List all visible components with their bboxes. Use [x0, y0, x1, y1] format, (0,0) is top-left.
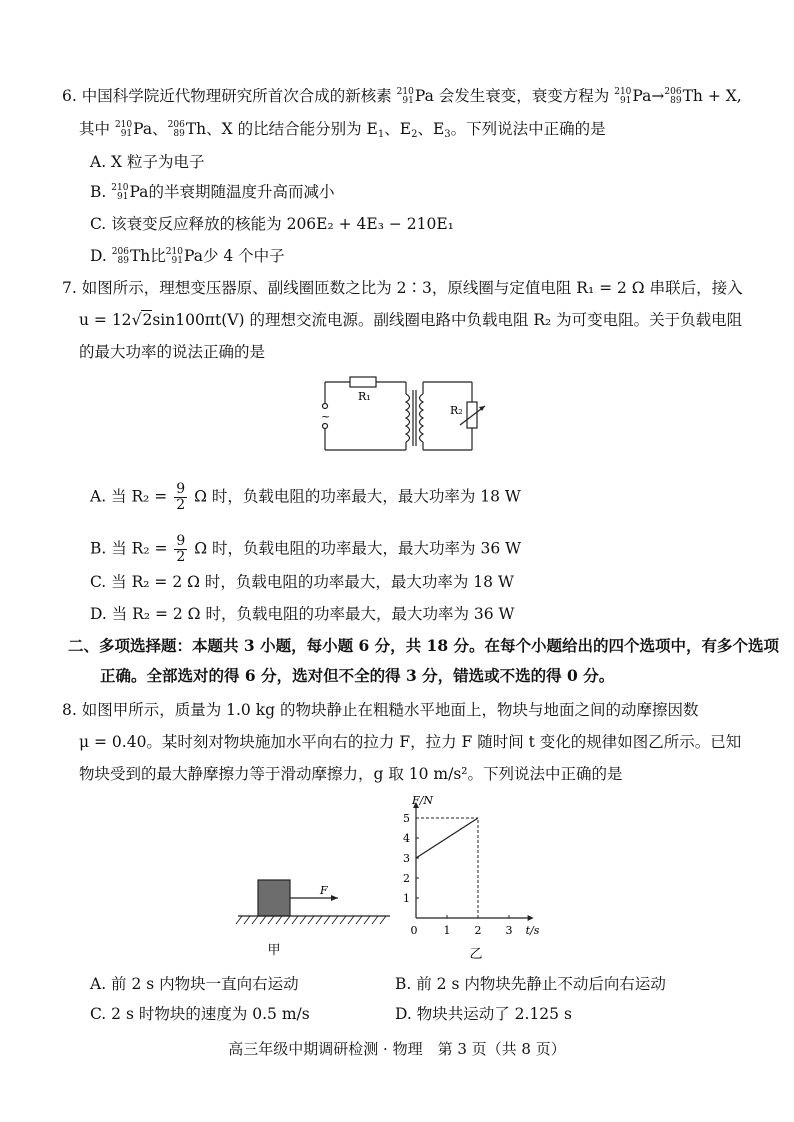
y-tick-label-5: 5 [403, 812, 410, 825]
x-tick-label-1: 1 [443, 924, 451, 937]
y-tick-label-2: 2 [403, 872, 410, 885]
q6-line2: 其中 210 91 Pa、 206 89 Th、X 的比结合能分别为 $E_1$、$E_2$、$E_3$。下列说法中正确的是 [79, 120, 606, 140]
block [258, 880, 290, 916]
secondary-coil [420, 394, 424, 442]
fraction-9-2-b: $\frac{9}{2}$ [176, 533, 186, 565]
x-axis-arrow [528, 915, 534, 921]
y-axis-label: F/N [412, 794, 433, 807]
x-tick-label-0: 0 [410, 924, 418, 937]
nuclide-pa-5: 210 91 [165, 247, 183, 266]
y-tick-label-1: 1 [403, 892, 410, 905]
q7-line1: 7. 如图所示，理想变压器原、副线圈匝数之比为 2∶3，原线圈与定值电阻 R₁ = 2 Ω 串联后，接入 [62, 279, 743, 297]
nuclide-pa-2: 210 91 [614, 87, 632, 106]
section2-heading-line2: 正确。全部选对的得 6 分，选对但不全的得 3 分，错选或不选的得 0 分。 [100, 666, 615, 685]
resistor-r1 [350, 377, 376, 387]
ac-source-symbol: ~ [321, 410, 331, 423]
force-label: F [320, 884, 328, 897]
q7-line2: u = 12√2sin100πt(V) 的理想交流电源。副线圈电路中负载电阻 R₂ 为可变电阻。关于负载电阻 [79, 311, 743, 329]
y-tick-label-4: 4 [403, 832, 410, 845]
transformer-circuit-diagram [310, 370, 490, 460]
q6-option-b[interactable]: B. 210 91 Pa的半衰期随温度升高而减小 [90, 183, 335, 202]
nuclide-th-2: 206 89 [167, 120, 185, 139]
figure-block-on-ground [234, 870, 394, 960]
q8-option-b[interactable]: B. 前 2 s 内物块先静止不动后向右运动 [395, 975, 666, 993]
figure-label-jia: 甲 [267, 943, 281, 958]
nuclide-th-3: 206 89 [111, 247, 129, 266]
q8-line3: 物块受到的最大静摩擦力等于滑动摩擦力，g 取 10 m/s²。下列说法中正确的是 [79, 765, 623, 783]
page-footer: 高三年级中期调研检测 · 物理 第 3 页（共 8 页） [228, 1040, 566, 1058]
q8-option-a[interactable]: A. 前 2 s 内物块一直向右运动 [90, 975, 299, 993]
y-tick-label-3: 3 [403, 852, 410, 865]
label-r2: R₂ [450, 404, 463, 417]
q8-line2: μ = 0.40。某时刻对物块施加水平向右的拉力 F，拉力 F 随时间 t 变化的规律如图乙所示。已知 [79, 733, 742, 751]
series-line-0 [416, 818, 478, 858]
nuclide-pa-3: 210 91 [114, 120, 133, 139]
ground-hatching [236, 916, 386, 924]
q7-option-a[interactable]: A. 当 R₂ = $\frac{9}{2}$ Ω 时，负载电阻的功率最大，最大功率为 18 W [90, 481, 521, 513]
figure-label-yi: 乙 [469, 947, 483, 962]
x-tick-label-2: 2 [474, 924, 482, 937]
section2-heading-line1: 二、多项选择题：本题共 3 小题，每小题 6 分，共 18 分。在每个小题给出的四个选项中，有多个选项 [68, 636, 780, 655]
q6-line1: 6. 中国科学院近代物理研究所首次合成的新核素 210 91 Pa 会发生衰变，衰变方程为 210 91 Pa→ 206 89 Th + X, [62, 87, 742, 106]
q7-option-c[interactable]: C. 当 R₂ = 2 Ω 时，负载电阻的功率最大，最大功率为 18 W [90, 573, 514, 591]
x-axis-label: t/s [525, 924, 540, 937]
resistor-r2 [467, 402, 477, 428]
q8-option-c[interactable]: C. 2 s 时物块的速度为 0.5 m/s [90, 1005, 310, 1023]
label-r1: R₁ [358, 390, 371, 403]
source-terminal-bottom [323, 424, 328, 429]
q6-option-a[interactable]: A. X 粒子为电子 [90, 153, 205, 171]
source-terminal-top [323, 404, 328, 409]
nuclide-pa-4: 210 91 [111, 183, 129, 202]
force-time-chart [396, 768, 566, 964]
q7-line3: 的最大功率的说法正确的是 [79, 343, 266, 361]
q7-option-d[interactable]: D. 当 R₂ = 2 Ω 时，负载电阻的功率最大，最大功率为 36 W [90, 605, 515, 623]
nuclide-pa: 210 91 [396, 87, 414, 106]
q8-line1: 8. 如图甲所示，质量为 1.0 kg 的物块静止在粗糙水平地面上，物块与地面之间的动摩擦因数 [62, 701, 699, 719]
fraction-9-2: $\frac{9}{2}$ [176, 481, 186, 513]
primary-coil [406, 394, 410, 442]
nuclide-th: 206 89 [664, 87, 682, 106]
q7-option-b[interactable]: B. 当 R₂ = $\frac{9}{2}$ Ω 时，负载电阻的功率最大，最大功率为 36 W [90, 533, 522, 565]
x-tick-label-3: 3 [505, 924, 513, 937]
q8-option-d[interactable]: D. 物块共运动了 2.125 s [395, 1005, 572, 1023]
q6-option-c[interactable]: C. 该衰变反应释放的核能为 206E₂ + 4E₃ − 210E₁ [90, 215, 454, 233]
q6-option-d[interactable]: D. 206 89 Th比 210 91 Pa少 4 个中子 [90, 247, 285, 266]
